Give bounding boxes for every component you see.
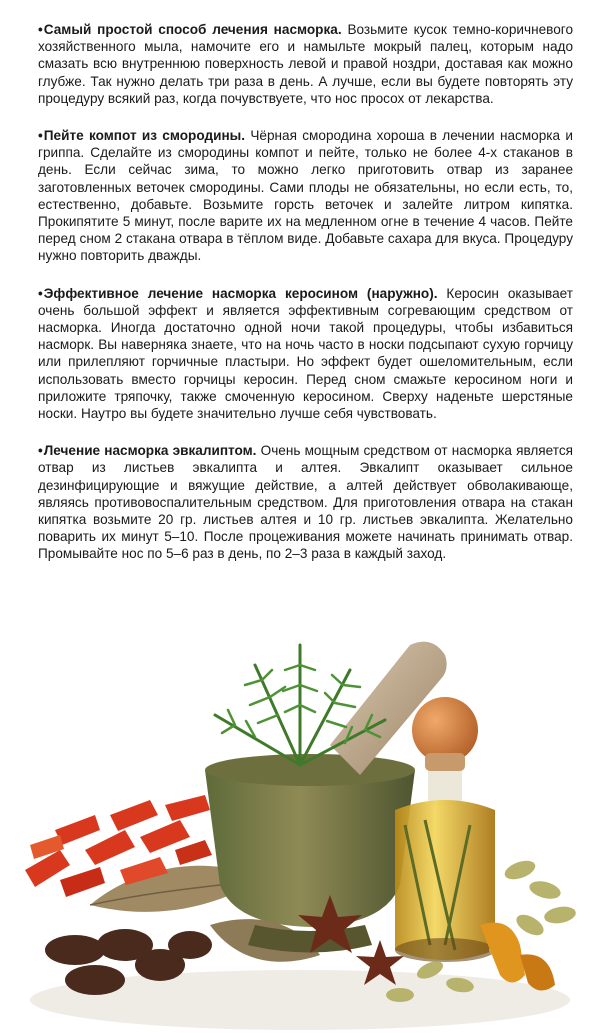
tip-heading: Лечение насморка эвкалиптом.: [43, 443, 257, 459]
tip-body: Возьмите кусок темно-коричневого хозяйственного мыла, намочите его и намыльте мокрый палец, которым надо смазать всю внутреннюю поверхность левой и правой ноздри, доставая как можно глубже. Так нужно делать три раза в день. А лучше, если вы будете повторять эту процедуру всякий раз, когда почувствуете, что нос просох от лекарства.: [38, 22, 574, 106]
herbs-mortar-illustration: [0, 625, 600, 1033]
tip-heading: Эффективное лечение насморка керосином (наружно).: [43, 285, 438, 301]
tip-body: Очень мощным средством от насморка является отвар из листьев эвкалипта и алтея. Эвкалипт оказывает сильное дезинфицирующие и вяжущие действие, а алтей действует обволакивающе, являясь противовоспалительным средством. Для приготовления отвара на стакан кипятка возьмите 20 гр. листьев алтея и 10 гр. листьев эвкалипта. Желательно поварить их минут 5–10. После процеживания можете начинать принимать отвар. Промывайте нос по 5–6 раз в день, по 2–3 раза в каждый заход.: [38, 443, 573, 562]
tip-heading: Самый простой способ лечения насморка.: [43, 22, 342, 37]
tip-eucalyptus: [38, 442, 573, 562]
article-text: [38, 21, 573, 583]
tip-heading: Пейте компот из смородины.: [43, 128, 246, 144]
tip-body: Керосин оказывает очень большой эффект и является эффективным согревающим средством от насморка. Иногда достаточно одной ночи такой процедуры, чтобы избавиться насморк. Вы наверняка знаете, что на ночь часто в носки подсыпают сухую горчицу или прилепляют горчичные пластыри. Но эффект будет ошеломительным, если использовать вместо горчицы керосин. Перед сном смажьте керосином ноги и приложите тряпочку, также смоченную керосином. Сверху наденьте шерстяные носки. Наутро вы будете значительно лучше себя чувствовать.: [38, 285, 573, 422]
bullet: •: [38, 128, 43, 144]
oil-bottle: [395, 697, 495, 962]
bullet: •: [38, 443, 43, 459]
tip-body: Чёрная смородина хороша в лечении насморка и гриппа. Сделайте из смородины компот и пейте, только не более 4-х стаканов в день. Если сейчас зима, то можно легко приготовить отвар из заранее заготовленных веточек смородины. Сами плоды не обязательны, но если есть, то, естественно, добавьте. Возьмите горсть веточек и залейте литром кипятка. Прокипятите 5 минут, после варите их на медленном огне в течение 4 часов. Пейте перед сном 2 стакана отвара в тёплом виде. Добавьте сахара для вкуса. Процедуру нужно повторить дважды.: [38, 128, 573, 264]
tip-soap: [38, 21, 573, 107]
tip-kerosene: [38, 285, 573, 423]
bullet: •: [38, 285, 43, 301]
bullet: •: [38, 22, 43, 37]
tip-currant: [38, 127, 573, 265]
